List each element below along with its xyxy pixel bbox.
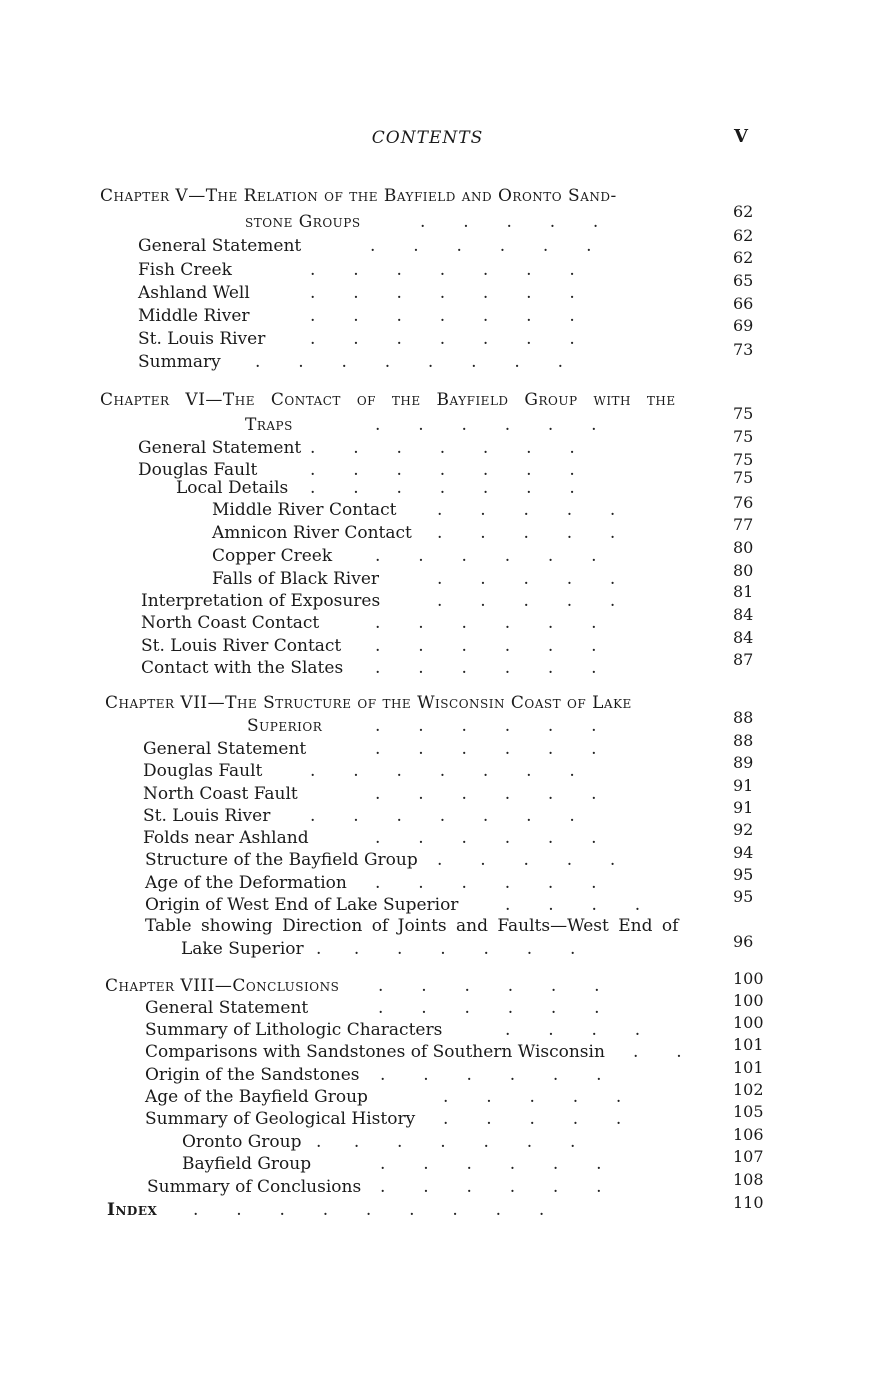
toc-entry: Comparisons with Sandstones of Southern Wisconsin <box>145 1042 605 1062</box>
leader-dots: . . . . . . . <box>310 478 575 498</box>
chapter-page: 88 <box>733 708 754 727</box>
leader-dots: . . . . . . <box>375 636 597 656</box>
leader-dots: . . . . . . <box>375 739 597 759</box>
toc-page: 91 <box>733 798 754 817</box>
toc-entry: Summary of Geological History <box>145 1109 416 1129</box>
chapter-heading-cont: Superior <box>247 716 323 736</box>
leader-dots: . . . . . <box>437 569 616 589</box>
leader-dots: . . . . . . <box>375 415 597 435</box>
toc-entry: Contact with the Slates <box>141 658 344 678</box>
toc-page: 84 <box>733 605 754 624</box>
toc-page: 101 <box>733 1035 764 1054</box>
toc-page: 92 <box>733 820 754 839</box>
leader-dots: . . . . . . . <box>310 460 575 480</box>
toc-page: 75 <box>733 468 754 487</box>
leader-dots: . . . . . . . <box>310 806 575 826</box>
leader-dots: . . . . . . . <box>316 1132 576 1152</box>
toc-page: 84 <box>733 628 754 647</box>
toc-page: 106 <box>733 1125 764 1144</box>
toc-page: 96 <box>733 932 754 951</box>
toc-subsubentry: Copper Creek <box>212 546 333 566</box>
toc-entry: Origin of the Sandstones <box>145 1065 360 1085</box>
toc-page: 80 <box>733 538 754 557</box>
leader-dots: . . . . . . <box>378 998 600 1018</box>
toc-entry: Age of the Deformation <box>145 873 347 893</box>
toc-page: 105 <box>733 1102 764 1121</box>
leader-dots: . . . . . . . <box>310 306 575 326</box>
toc-page: 107 <box>733 1147 764 1166</box>
leader-dots: . . . . . . <box>375 873 597 893</box>
toc-entry: Fish Creek <box>138 260 232 280</box>
toc-page: 80 <box>733 561 754 580</box>
leader-dots: . . . . . . <box>375 784 597 804</box>
toc-subentry: Local Details <box>176 478 289 498</box>
leader-dots: . . . . <box>505 1020 641 1040</box>
chapter-heading: Chapter VI—The Contact of the Bayfield Group with the <box>100 390 676 410</box>
leader-dots: . . . . . <box>443 1109 622 1129</box>
leader-dots: . . . . . . <box>375 546 597 566</box>
toc-page: 69 <box>733 316 754 335</box>
toc-entry: General Statement <box>145 998 309 1018</box>
toc-page: 62 <box>733 226 754 245</box>
toc-entry: St. Louis River <box>143 806 271 826</box>
leader-dots: . . . . . <box>443 1087 622 1107</box>
leader-dots: . . . . . <box>437 591 616 611</box>
toc-entry: General Statement <box>138 236 302 256</box>
toc-entry: North Coast Fault <box>143 784 298 804</box>
toc-subentry: Oronto Group <box>182 1132 302 1152</box>
leader-dots: . . . . . . <box>380 1177 602 1197</box>
toc-page: 73 <box>733 340 754 359</box>
leader-dots: . . . . . . . <box>310 761 575 781</box>
toc-page: 110 <box>733 1193 764 1212</box>
toc-page: 95 <box>733 865 754 884</box>
toc-page: 77 <box>733 515 754 534</box>
toc-entry: Table showing Direction of Joints and Faults—West End of <box>145 916 679 936</box>
leader-dots: . . . . . <box>437 523 616 543</box>
leader-dots: . . . . <box>505 895 641 915</box>
toc-page: 88 <box>733 731 754 750</box>
toc-entry: Interpretation of Exposures <box>141 591 381 611</box>
toc-page: 62 <box>733 248 754 267</box>
chapter-heading: Chapter VIII—Conclusions <box>105 976 340 996</box>
toc-entry: North Coast Contact <box>141 613 320 633</box>
leader-dots: . . . . . . . . <box>255 352 564 372</box>
toc-page: 95 <box>733 887 754 906</box>
leader-dots: . . . . . . <box>378 976 600 996</box>
leader-dots: . . . . . . . <box>310 283 575 303</box>
toc-page: 100 <box>733 1013 764 1032</box>
leader-dots: . . . . . <box>420 212 599 232</box>
toc-entry: General Statement <box>138 438 302 458</box>
toc-entry: St. Louis River <box>138 329 266 349</box>
toc-entry: Summary <box>138 352 221 372</box>
chapter-heading: Chapter V—The Relation of the Bayfield and Oronto Sand- <box>100 186 617 206</box>
page-number: V <box>734 126 748 147</box>
leader-dots: . . . . . . <box>370 236 592 256</box>
leader-dots: . . . . . <box>437 850 616 870</box>
toc-entry: St. Louis River Contact <box>141 636 342 656</box>
toc-page: 102 <box>733 1080 764 1099</box>
toc-subsubentry: Falls of Black River <box>212 569 380 589</box>
toc-page: 94 <box>733 843 754 862</box>
toc-page: 75 <box>733 450 754 469</box>
chapter-heading-cont: Traps <box>245 415 293 435</box>
chapter-heading: Chapter VII—The Structure of the Wisconsin Coast of Lake <box>105 693 632 713</box>
toc-entry: Ashland Well <box>138 283 250 303</box>
toc-page: 100 <box>733 991 764 1010</box>
leader-dots: . . . . . . <box>375 716 597 736</box>
leader-dots: . . . . . . <box>375 613 597 633</box>
running-header-title: CONTENTS <box>371 128 484 148</box>
toc-entry: Douglas Fault <box>143 761 263 781</box>
toc-entry: Folds near Ashland <box>143 828 309 848</box>
leader-dots: . . . . . <box>437 500 616 520</box>
toc-page: 76 <box>733 493 754 512</box>
toc-subsubentry: Middle River Contact <box>212 500 397 520</box>
toc-page: 65 <box>733 271 754 290</box>
toc-page: 108 <box>733 1170 764 1189</box>
leader-dots: . . . . . . <box>375 658 597 678</box>
toc-entry: Middle River <box>138 306 250 326</box>
toc-entry: General Statement <box>143 739 307 759</box>
toc-page: 91 <box>733 776 754 795</box>
toc-entry: Douglas Fault <box>138 460 258 480</box>
toc-page: 87 <box>733 650 754 669</box>
chapter-page: 62 <box>733 202 754 221</box>
leader-dots: . . . . . . <box>380 1154 602 1174</box>
toc-entry: Summary of Lithologic Characters <box>145 1020 443 1040</box>
toc-entry: Structure of the Bayfield Group <box>145 850 418 870</box>
chapter-page: 75 <box>733 404 754 423</box>
toc-subsubentry: Amnicon River Contact <box>212 523 412 543</box>
leader-dots: . . . . . . . <box>310 329 575 349</box>
toc-page: 75 <box>733 427 754 446</box>
toc-page: 89 <box>733 753 754 772</box>
leader-dots: . . . . . . . . . <box>193 1200 545 1220</box>
toc-entry: Summary of Conclusions <box>147 1177 362 1197</box>
toc-entry-cont: Lake Superior <box>181 939 304 959</box>
chapter-page: 100 <box>733 969 764 988</box>
toc-page: 101 <box>733 1058 764 1077</box>
toc-subentry: Bayfield Group <box>182 1154 312 1174</box>
leader-dots: . . . . . . <box>380 1065 602 1085</box>
toc-page: 81 <box>733 582 754 601</box>
toc-page: 66 <box>733 294 754 313</box>
chapter-heading-cont: stone Groups <box>245 212 361 232</box>
leader-dots: . . . . . . . <box>316 939 576 959</box>
leader-dots: . . . . . . . <box>310 260 575 280</box>
leader-dots: . . . . . . <box>375 828 597 848</box>
index-entry: Index <box>107 1200 158 1220</box>
leader-dots: . . <box>633 1042 682 1062</box>
toc-entry: Origin of West End of Lake Superior <box>145 895 459 915</box>
toc-entry: Age of the Bayfield Group <box>145 1087 368 1107</box>
leader-dots: . . . . . . . <box>310 438 575 458</box>
